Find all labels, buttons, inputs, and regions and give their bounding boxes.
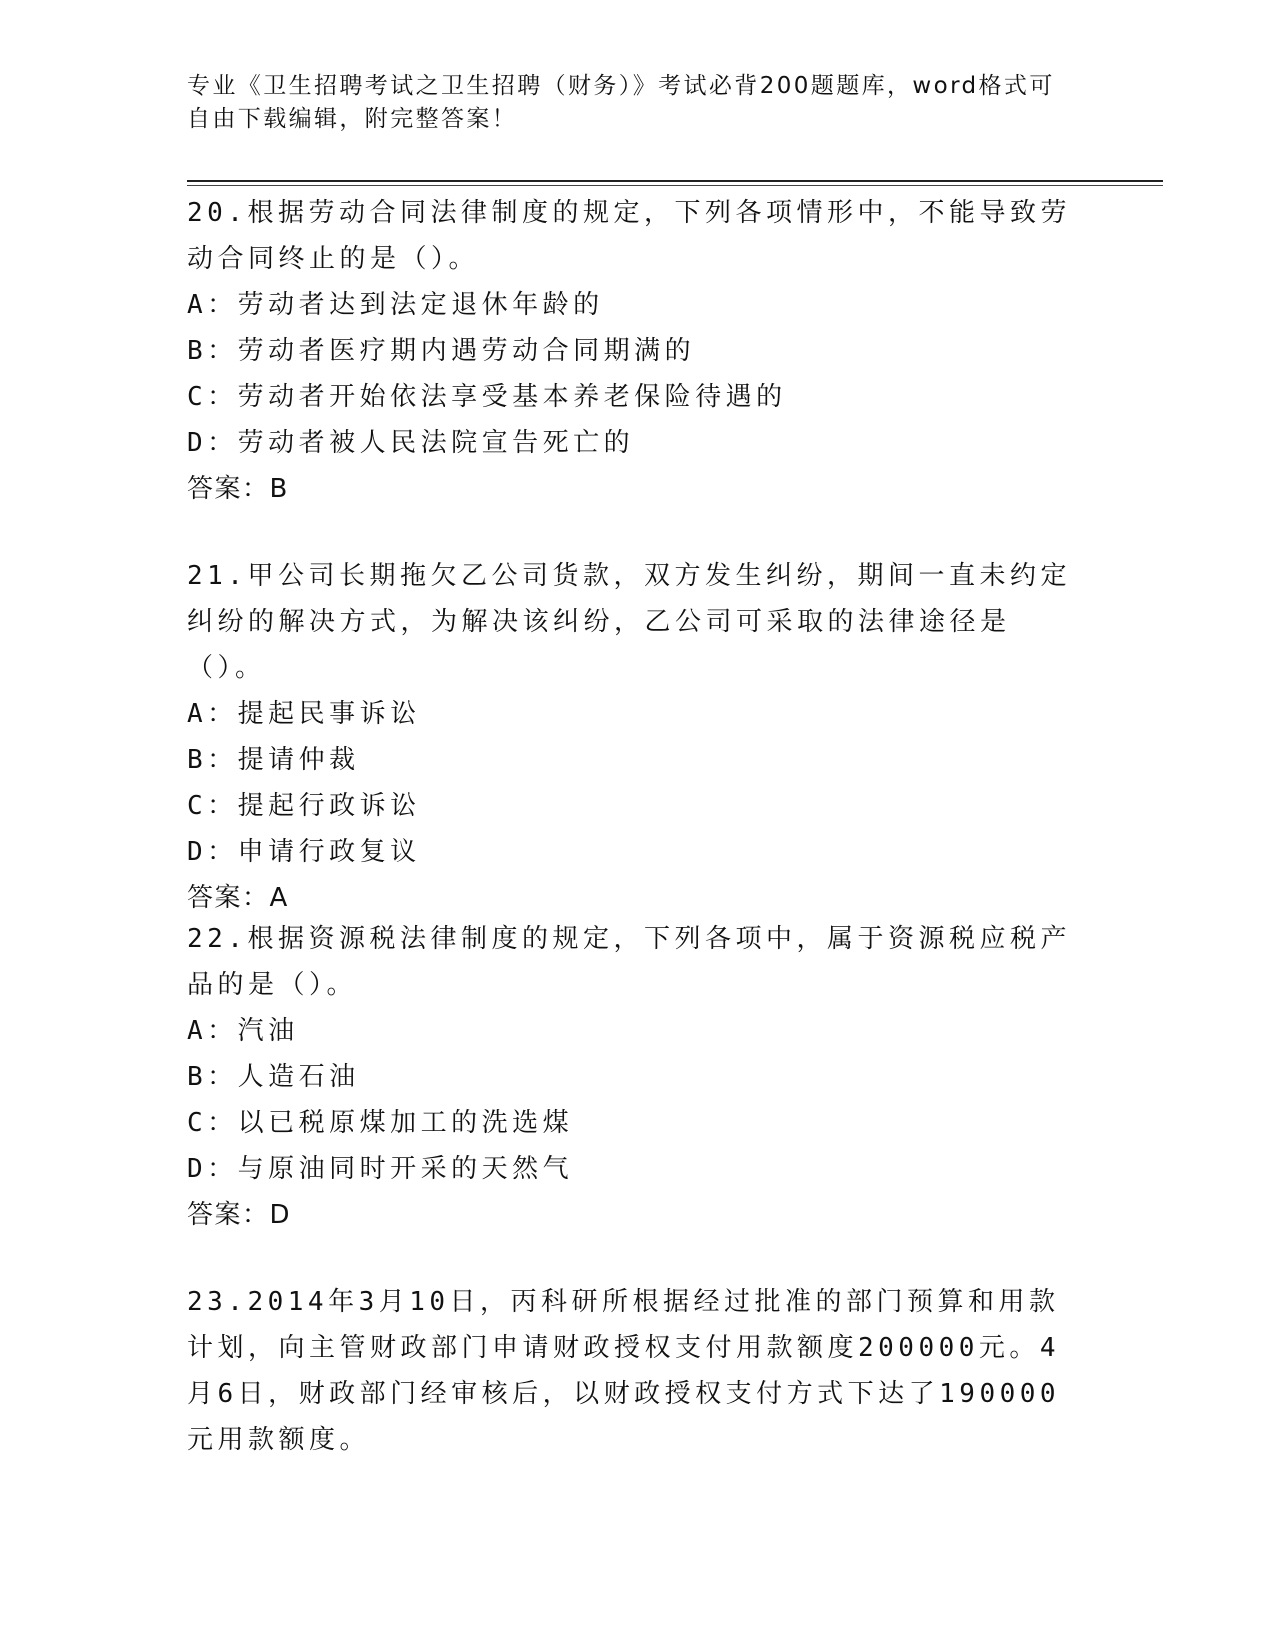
option-d: D：劳动者被人民法院宣告死亡的: [187, 428, 635, 458]
question-stem: 21.甲公司长期拖欠乙公司货款，双方发生纠纷，期间一直未约定纠纷的解决方式，为解决该纠纷，乙公司可采取的法律途径是（）。: [187, 561, 1071, 683]
header-divider-thin: [187, 185, 1163, 186]
header-divider: [187, 180, 1163, 182]
question-21: [187, 553, 1087, 921]
question-stem: 23.2014年3月10日，丙科研所根据经过批准的部门预算和用款计划，向主管财政部门申请财政授权支付用款额度200000元。4月6日，财政部门经审核后，以财政授权支付方式下达了190000元用款额度。: [187, 1287, 1061, 1455]
question-22: [187, 916, 1087, 1238]
option-c: C：提起行政诉讼: [187, 791, 421, 821]
option-d: D：申请行政复议: [187, 837, 421, 867]
option-b: B：提请仲裁: [187, 745, 360, 775]
answer: 答案：D: [187, 1200, 292, 1230]
document-header: 专业《卫生招聘考试之卫生招聘（财务）》考试必背200题题库，word格式可自由下载编辑，附完整答案！: [187, 73, 1055, 132]
option-c: C：以已税原煤加工的洗选煤: [187, 1108, 574, 1138]
option-b: B：人造石油: [187, 1062, 360, 1092]
answer: 答案：B: [187, 474, 289, 504]
option-a: A：劳动者达到法定退休年龄的: [187, 290, 604, 320]
question-23: [187, 1279, 1087, 1463]
answer: 答案：A: [187, 883, 289, 913]
option-d: D：与原油同时开采的天然气: [187, 1154, 574, 1184]
option-a: A：提起民事诉讼: [187, 699, 421, 729]
option-a: A：汽油: [187, 1016, 299, 1046]
question-20: [187, 190, 1087, 512]
question-stem: 20.根据劳动合同法律制度的规定，下列各项情形中，不能导致劳动合同终止的是（）。: [187, 198, 1071, 274]
question-stem: 22.根据资源税法律制度的规定，下列各项中，属于资源税应税产品的是（）。: [187, 924, 1071, 1000]
option-b: B：劳动者医疗期内遇劳动合同期满的: [187, 336, 696, 366]
option-c: C：劳动者开始依法享受基本养老保险待遇的: [187, 382, 787, 412]
